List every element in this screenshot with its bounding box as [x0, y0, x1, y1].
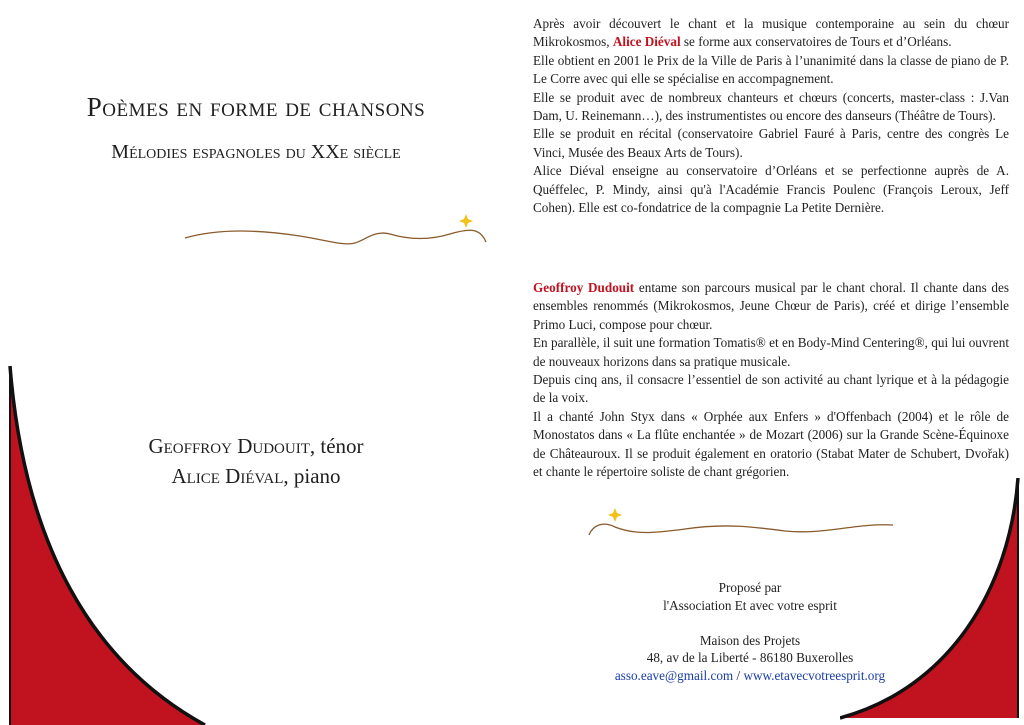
- venue-address: 48, av de la Liberté - 86180 Buxerolles: [646, 650, 854, 665]
- website-link[interactable]: www.etavecvotreesprit.org: [743, 667, 886, 683]
- bio-text: entame son parcours musical par le chant choral. Il chante dans des ensembles renommés (Mikrokosmos, Jeune Chœur de Paris), créé et dirige l’ensemble Primo Luci, compose pour chœur.: [533, 280, 1009, 332]
- email-link[interactable]: asso.eave@gmail.com: [614, 667, 734, 683]
- red-corner-left: [0, 362, 210, 725]
- page-title: Poèmes en forme de chansons: [86, 92, 426, 122]
- proposed-by: Proposé par: [718, 580, 782, 595]
- star-icon: [608, 508, 622, 522]
- bio-alice: [533, 15, 1009, 217]
- page-subtitle: Mélodies espagnoles du XXe siècle: [111, 141, 401, 163]
- bio-paragraph: [533, 279, 1009, 334]
- performer-name: Alice Diéval: [171, 464, 284, 488]
- bio-paragraph: Elle se produit avec de nombreux chanteurs et chœurs (concerts, master-class : J.Van Dam, U. Reinemann…), des instrumentistes ou encore des danseurs (Théâtre de Tours).: [533, 89, 1009, 124]
- performer-name: Geoffroy Dudouit: [148, 434, 310, 458]
- artist-name-highlight: Geoffroy Dudouit: [533, 280, 635, 295]
- bio-paragraph: Il a chanté John Styx dans « Orphée aux Enfers » d'Offenbach (2004) et le rôle de Monostatos dans « La flûte enchantée » de Mozart (2006) sur la Grande Scène-Équinoxe de Châteauroux. Il se produit également en oratorio (Stabat Mater de Schubert, Dvořak) et chante le répertoire soliste de chant grégorien.: [533, 408, 1009, 480]
- bio-paragraph: En parallèle, il suit une formation Tomatis® et en Body-Mind Centering®, qui lui ouvrent de nouveaux horizons dans sa pratique musicale.: [533, 335, 1009, 369]
- bio-geoffroy: [533, 279, 1009, 481]
- performer-role: , piano: [283, 464, 341, 488]
- bio-paragraph: Elle se produit en récital (conservatoire Gabriel Fauré à Paris, centre des congrès Le Vinci, Musée des Beaux Arts de Tours).: [533, 126, 1009, 160]
- association-name: l'Association Et avec votre esprit: [663, 597, 837, 613]
- bio-paragraph: [533, 15, 1009, 52]
- venue-name: Maison des Projets: [699, 632, 801, 648]
- swirl-ornament-top: [180, 210, 495, 255]
- performer-role: , ténor: [309, 434, 364, 458]
- artist-name-highlight: Alice Diéval: [612, 34, 681, 50]
- separator: /: [733, 667, 744, 683]
- bio-paragraph: Elle obtient en 2001 le Prix de la Ville de Paris à l’unanimité dans la classe de piano de P. Le Corre avec qui elle se spécialise en accompagnement.: [533, 52, 1009, 87]
- red-corner-right: [840, 478, 1024, 725]
- bio-paragraph: Depuis cinq ans, il consacre l’essentiel de son activité au chant lyrique et à la pédagogie de la voix.: [533, 372, 1009, 406]
- bio-paragraph: Alice Diéval enseigne au conservatoire d’Orléans et se perfectionne auprès de A. Quéffelec, P. Mindy, ainsi qu'à l'Académie Francis Poulenc (François Leroux, Jeff Cohen). Elle est co-fondatrice de la compagnie La Petite Dernière.: [533, 163, 1009, 216]
- bio-text: Après avoir découvert le chant et la musique contemporaine au sein du chœur Mikrokosmos,: [533, 16, 1009, 50]
- star-icon: [459, 214, 473, 228]
- bio-text: se forme aux conservatoires de Tours et d’Orléans.: [680, 34, 952, 50]
